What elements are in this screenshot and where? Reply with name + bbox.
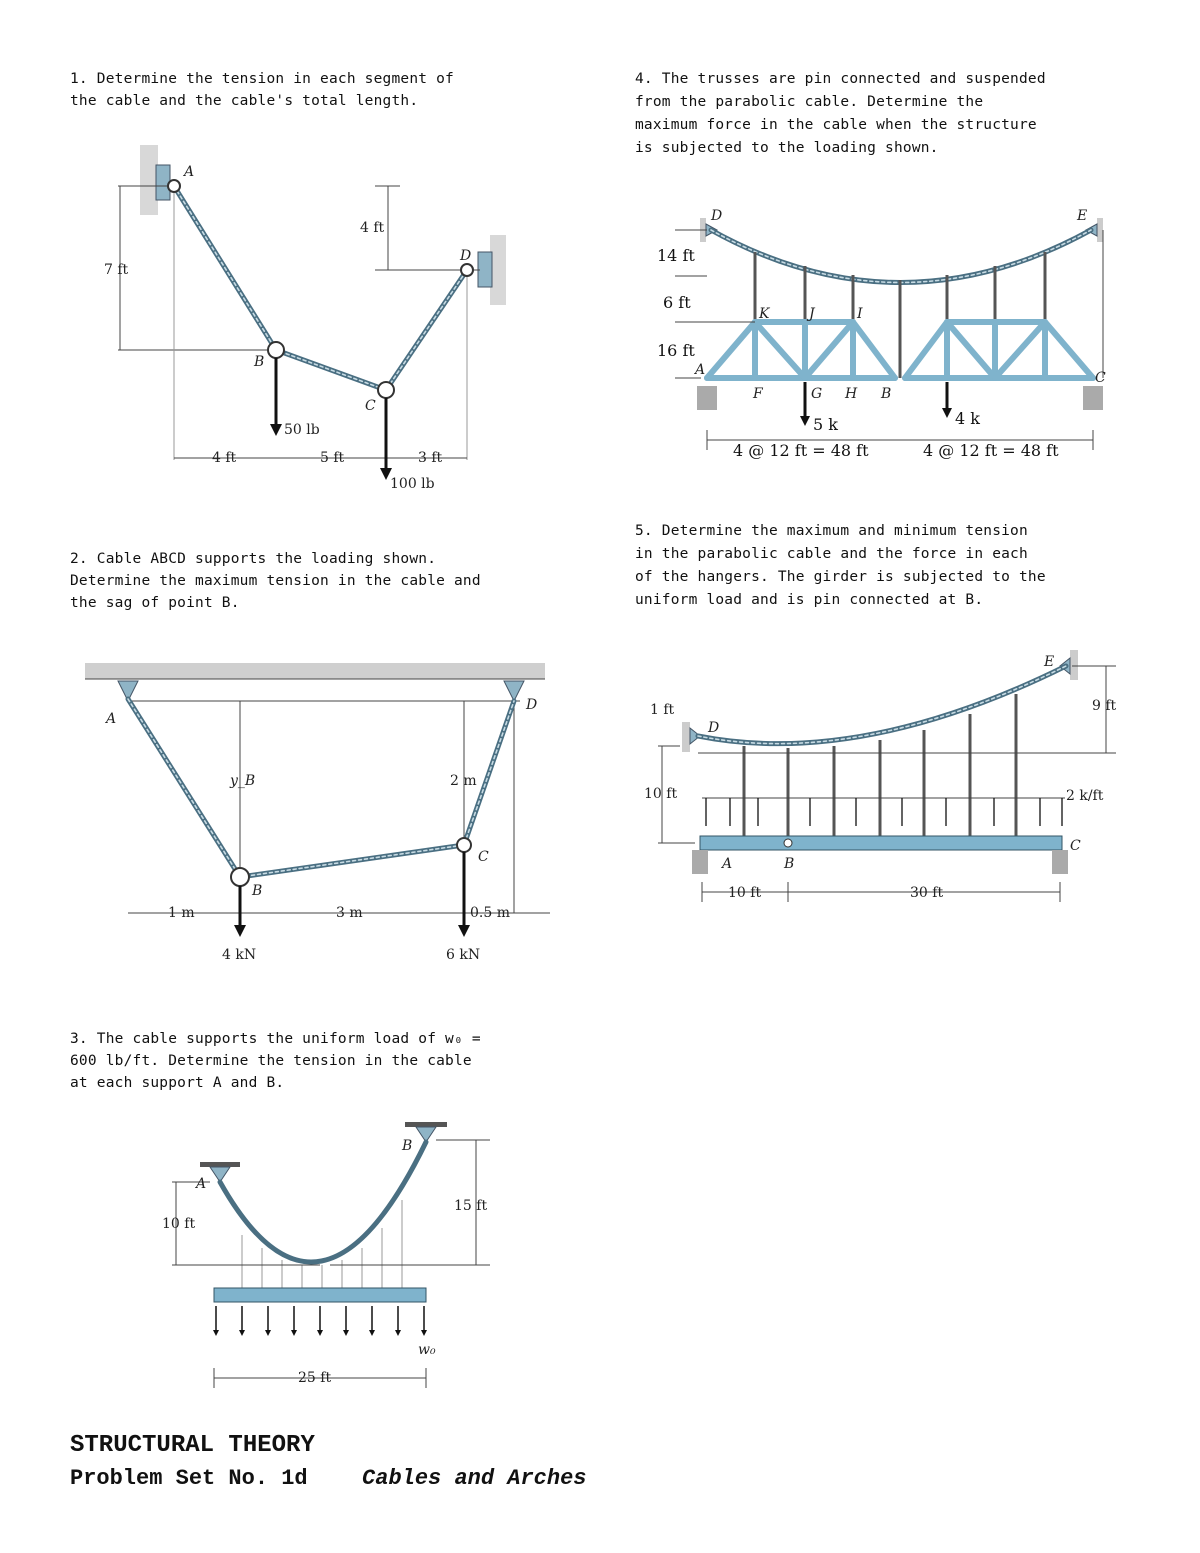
label-a: A xyxy=(196,1176,207,1192)
label-c: C xyxy=(478,849,489,865)
dim-7ft: 7 ft xyxy=(104,262,129,278)
label-c: C xyxy=(365,398,376,414)
figure-3-cable-diagram xyxy=(150,1120,510,1400)
label-a: A xyxy=(722,856,733,872)
support-bracket-a xyxy=(156,165,170,200)
pin-d xyxy=(461,264,473,276)
dim-10ft-vertical: 10 ft xyxy=(644,786,678,802)
dim-1ft: 1 ft xyxy=(650,702,675,718)
label-d: D xyxy=(526,697,538,713)
support-bracket-d xyxy=(478,252,492,287)
problem-3-text: 3. The cable supports the uniform load of w₀ = 600 lb/ft. Determine the tension in the cable at each support A and B. xyxy=(70,1031,481,1091)
dim-4ft-horizontal: 4 ft xyxy=(212,450,237,466)
dim-10ft: 10 ft xyxy=(162,1216,196,1232)
dim-yb: y_B xyxy=(230,773,256,789)
load-2kft: 2 k/ft xyxy=(1066,788,1104,804)
label-j: J xyxy=(809,306,815,322)
pin-a xyxy=(168,180,180,192)
dim-10ft-horizontal: 10 ft xyxy=(728,885,762,901)
support-wall-left xyxy=(140,145,158,215)
dim-30ft: 30 ft xyxy=(910,885,944,901)
footer-title: STRUCTURAL THEORY xyxy=(70,1432,315,1459)
dim-3m: 3 m xyxy=(336,905,363,921)
problem-2-text: 2. Cable ABCD supports the loading shown. Determine the maximum tension in the cable and the sag of point B. xyxy=(70,551,481,611)
cable-abcd xyxy=(174,186,467,390)
dim-3ft: 3 ft xyxy=(418,450,443,466)
load-4kn: 4 kN xyxy=(222,947,257,963)
label-b: B xyxy=(784,856,795,872)
dim-6ft: 6 ft xyxy=(663,293,691,312)
support-d xyxy=(504,681,524,701)
pin-b xyxy=(231,868,249,886)
pin-b xyxy=(268,342,284,358)
support-a xyxy=(692,850,708,874)
dim-14ft: 14 ft xyxy=(657,246,695,265)
support-c xyxy=(1083,386,1103,410)
footer-subtitle xyxy=(70,1466,586,1491)
label-a: A xyxy=(695,362,706,378)
problem-4-text: 4. The trusses are pin connected and suspended from the parabolic cable. Determine the maximum force in the cable when the structure is subjected to the loading shown. xyxy=(635,71,1046,156)
label-g: G xyxy=(811,386,823,402)
label-c: C xyxy=(1095,370,1106,386)
pin-c xyxy=(378,382,394,398)
label-f: F xyxy=(753,386,763,402)
problem-1-text: 1. Determine the tension in each segment of the cable and the cable's total length. xyxy=(70,71,454,109)
girder xyxy=(700,836,1062,850)
pin-b xyxy=(784,839,792,847)
support-a xyxy=(697,386,717,410)
figure-5-girder-cable-diagram xyxy=(640,648,1130,913)
label-e: E xyxy=(1044,654,1055,670)
figure-4-truss-cable-diagram xyxy=(645,200,1115,470)
load-w0: w₀ xyxy=(418,1342,436,1358)
label-c: C xyxy=(1070,838,1081,854)
load-100lb: 100 lb xyxy=(390,476,435,492)
load-4k: 4 k xyxy=(955,409,980,428)
label-b: B xyxy=(252,883,263,899)
label-b: B xyxy=(402,1138,413,1154)
label-a: A xyxy=(184,164,195,180)
label-a: A xyxy=(106,711,117,727)
dim-15ft: 15 ft xyxy=(454,1198,488,1214)
label-d: D xyxy=(708,720,720,736)
dim-16ft: 16 ft xyxy=(657,341,695,360)
label-d: D xyxy=(460,248,472,264)
cable-ab xyxy=(220,1142,426,1262)
load-5k: 5 k xyxy=(813,415,838,434)
dim-1m: 1 m xyxy=(168,905,195,921)
dim-0.5m: 0.5 m xyxy=(470,905,510,921)
dim-left-span: 4 @ 12 ft = 48 ft xyxy=(733,441,869,460)
dim-25ft: 25 ft xyxy=(298,1370,332,1386)
label-h: H xyxy=(845,386,858,402)
support-c xyxy=(1052,850,1068,874)
figure-1-cable-diagram xyxy=(90,140,530,500)
dim-5ft: 5 ft xyxy=(320,450,345,466)
label-b: B xyxy=(254,354,265,370)
dim-9ft: 9 ft xyxy=(1092,698,1117,714)
label-d: D xyxy=(711,208,723,224)
footer-topic: Cables and Arches xyxy=(362,1466,587,1491)
label-i: I xyxy=(857,306,863,322)
dim-2m: 2 m xyxy=(450,773,477,789)
girder xyxy=(214,1288,426,1302)
pin-c xyxy=(457,838,471,852)
label-b: B xyxy=(881,386,892,402)
dim-4ft-vertical: 4 ft xyxy=(360,220,385,236)
dim-right-span: 4 @ 12 ft = 48 ft xyxy=(923,441,1059,460)
label-k: K xyxy=(759,306,770,322)
load-6kn: 6 kN xyxy=(446,947,481,963)
problem-5-text: 5. Determine the maximum and minimum tension in the parabolic cable and the force in each of the hangers. The girder is subjected to the uniform load and is pin connected at B. xyxy=(635,523,1046,608)
footer-problem-set: Problem Set No. 1d xyxy=(70,1466,308,1491)
ceiling xyxy=(85,663,545,679)
load-50lb: 50 lb xyxy=(284,422,320,438)
figure-2-cable-diagram xyxy=(80,655,580,975)
label-e: E xyxy=(1077,208,1088,224)
